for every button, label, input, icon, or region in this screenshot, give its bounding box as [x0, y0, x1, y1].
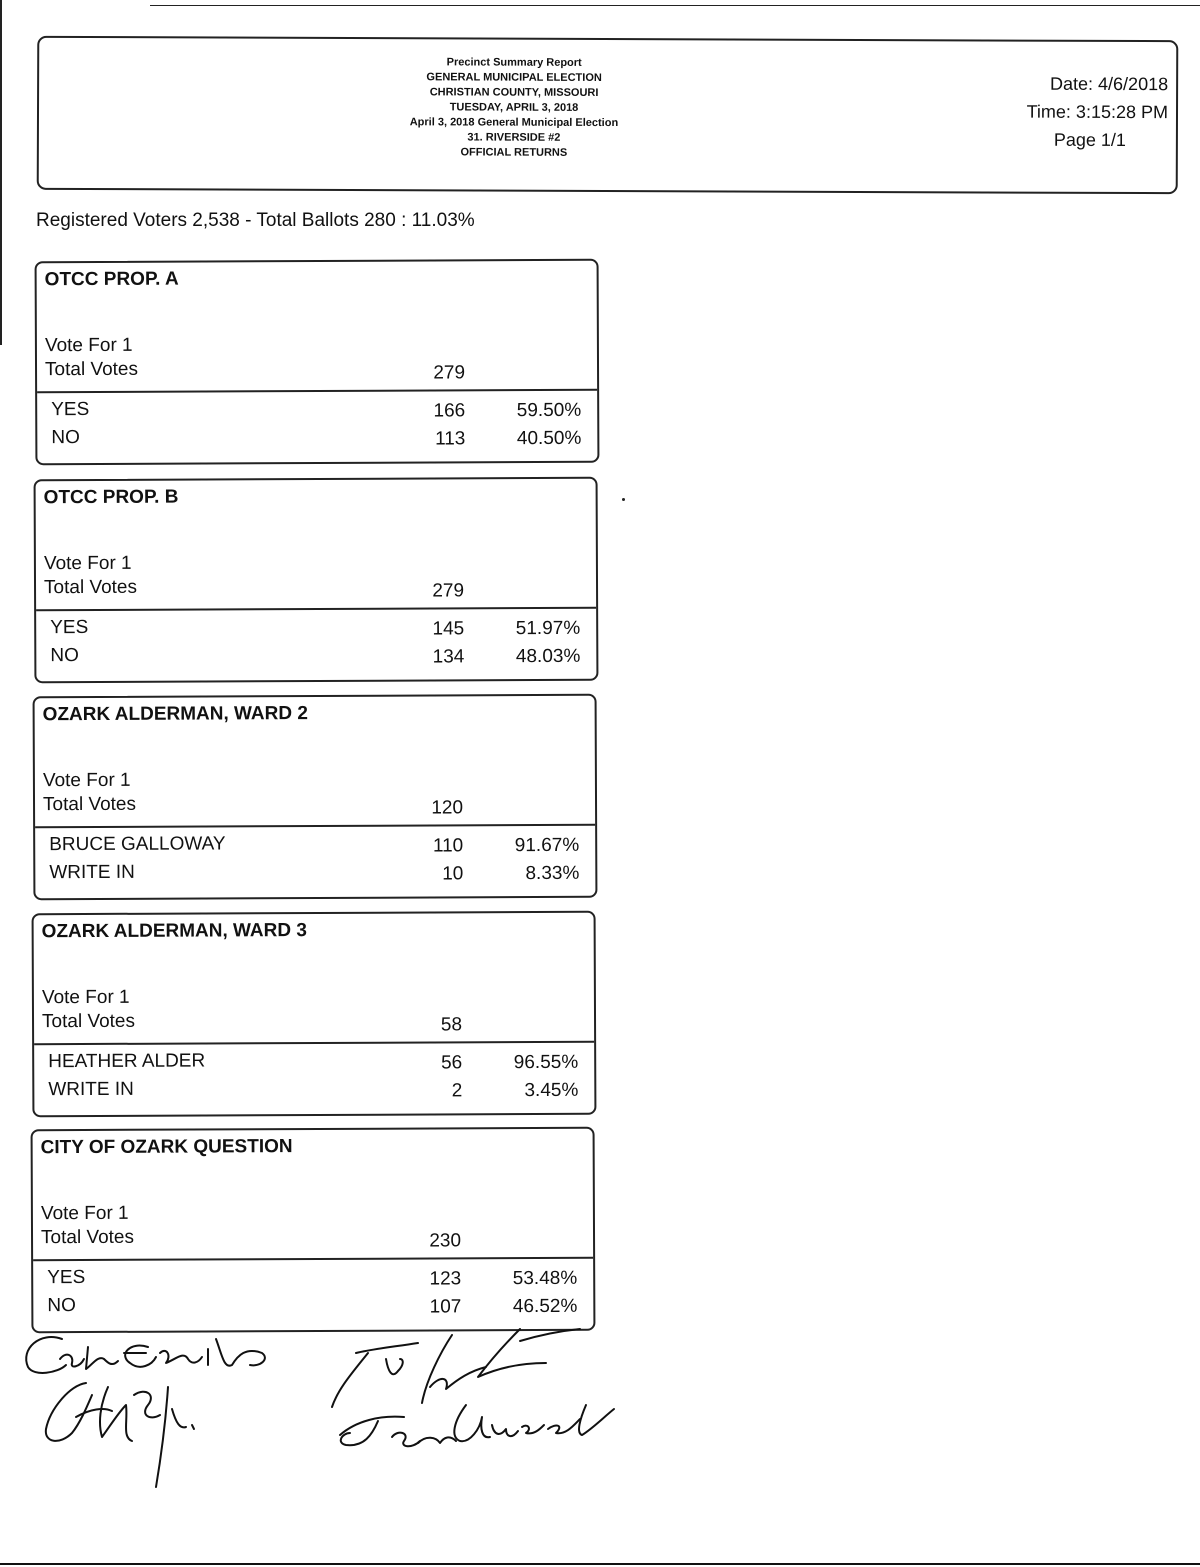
candidate-name: WRITE IN — [48, 1078, 134, 1101]
vote-percent: 40.50% — [516, 427, 582, 450]
vote-count: 145 — [432, 618, 465, 640]
total-votes-value: 230 — [429, 1230, 462, 1252]
report-title: Precinct Summary Report — [446, 56, 582, 69]
contest-title: CITY OF OZARK QUESTION — [40, 1136, 293, 1159]
vote-count: 166 — [433, 400, 466, 422]
signature-4 — [340, 1405, 614, 1446]
total-votes-label: Total Votes — [40, 1226, 135, 1249]
contest-otcc-prop-a — [35, 259, 600, 465]
vote-percent: 53.48% — [512, 1267, 578, 1290]
contest-title: OTCC PROP. B — [43, 486, 179, 509]
candidate-name: YES — [50, 616, 89, 639]
signature-3 — [332, 1329, 580, 1407]
page-number: Page 1/1 — [1053, 129, 1126, 150]
total-votes-label: Total Votes — [44, 358, 139, 381]
contest-title: OTCC PROP. A — [44, 268, 179, 291]
divider — [33, 1257, 593, 1261]
vote-count: 134 — [432, 646, 465, 668]
vote-count: 107 — [429, 1296, 462, 1318]
candidate-name: HEATHER ALDER — [48, 1050, 206, 1073]
contest-ozark-alderman-ward-3 — [32, 911, 597, 1117]
election-full-name: April 3, 2018 General Municipal Election — [409, 116, 619, 130]
signatures — [0, 1325, 640, 1505]
vote-percent: 48.03% — [515, 645, 581, 668]
result-row — [33, 1265, 593, 1295]
election-day: TUESDAY, APRIL 3, 2018 — [449, 101, 579, 114]
contest-city-of-ozark-question — [31, 1127, 596, 1333]
vote-for-label: Vote For 1 — [41, 986, 130, 1009]
vote-for-label: Vote For 1 — [43, 552, 132, 575]
total-votes-value: 279 — [433, 362, 466, 384]
vote-percent: 59.50% — [516, 399, 582, 422]
vote-percent: 8.33% — [525, 862, 580, 885]
report-date: Date: 4/6/2018 — [1049, 73, 1169, 95]
candidate-name: YES — [47, 1266, 86, 1289]
candidate-name: YES — [51, 398, 90, 421]
scan-edge-left — [0, 0, 2, 345]
vote-count: 110 — [432, 835, 464, 857]
result-row — [35, 860, 595, 890]
result-row — [33, 1293, 593, 1323]
vote-percent: 46.52% — [512, 1295, 578, 1318]
scan-speck — [622, 498, 625, 501]
report-header — [37, 36, 1179, 194]
candidate-name: WRITE IN — [49, 861, 135, 884]
election-name: GENERAL MUNICIPAL ELECTION — [426, 71, 602, 84]
registered-voters-summary: Registered Voters 2,538 - Total Ballots 280 : 11.03% — [36, 210, 475, 231]
result-row — [37, 397, 597, 427]
signature-2 — [46, 1383, 194, 1487]
county-name: CHRISTIAN COUNTY, MISSOURI — [429, 86, 599, 99]
vote-for-label: Vote For 1 — [42, 769, 131, 792]
total-votes-label: Total Votes — [41, 1010, 136, 1033]
vote-for-label: Vote For 1 — [44, 334, 133, 357]
total-votes-value: 58 — [440, 1014, 463, 1036]
candidate-name: NO — [50, 645, 79, 667]
scan-edge-top — [150, 5, 1200, 6]
vote-count: 10 — [442, 863, 464, 885]
divider — [37, 389, 597, 393]
contest-title: OZARK ALDERMAN, WARD 2 — [42, 703, 308, 726]
total-votes-value: 279 — [432, 580, 465, 602]
header-meta — [1026, 70, 1168, 155]
total-votes-label: Total Votes — [42, 793, 137, 816]
precinct-name: 31. RIVERSIDE #2 — [467, 131, 561, 144]
signature-1 — [26, 1337, 265, 1373]
contest-otcc-prop-b — [34, 477, 599, 683]
divider — [36, 607, 596, 611]
returns-label: OFFICIAL RETURNS — [460, 146, 568, 159]
candidate-name: BRUCE GALLOWAY — [49, 833, 226, 856]
vote-percent: 91.67% — [514, 834, 580, 857]
vote-percent: 51.97% — [515, 617, 581, 640]
result-row — [36, 615, 596, 645]
vote-for-label: Vote For 1 — [40, 1202, 129, 1225]
vote-count: 2 — [451, 1080, 463, 1102]
result-row — [34, 1049, 594, 1079]
contest-ozark-alderman-ward-2 — [33, 694, 598, 900]
result-row — [35, 832, 595, 862]
vote-percent: 3.45% — [524, 1079, 579, 1102]
divider — [34, 1041, 594, 1045]
vote-count: 113 — [434, 428, 466, 450]
divider — [35, 824, 595, 828]
scan-edge-bottom — [0, 1563, 1200, 1565]
contest-title: OZARK ALDERMAN, WARD 3 — [41, 920, 307, 943]
candidate-name: NO — [47, 1295, 76, 1317]
result-row — [36, 643, 596, 673]
vote-percent: 96.55% — [513, 1051, 579, 1074]
report-time: Time: 3:15:28 PM — [1026, 101, 1169, 123]
result-row — [37, 425, 597, 455]
vote-count: 56 — [441, 1052, 463, 1074]
header-titles — [379, 55, 649, 161]
result-row — [34, 1077, 594, 1107]
candidate-name: NO — [51, 427, 80, 449]
total-votes-label: Total Votes — [43, 576, 138, 599]
vote-count: 123 — [429, 1268, 462, 1290]
total-votes-value: 120 — [431, 797, 464, 819]
